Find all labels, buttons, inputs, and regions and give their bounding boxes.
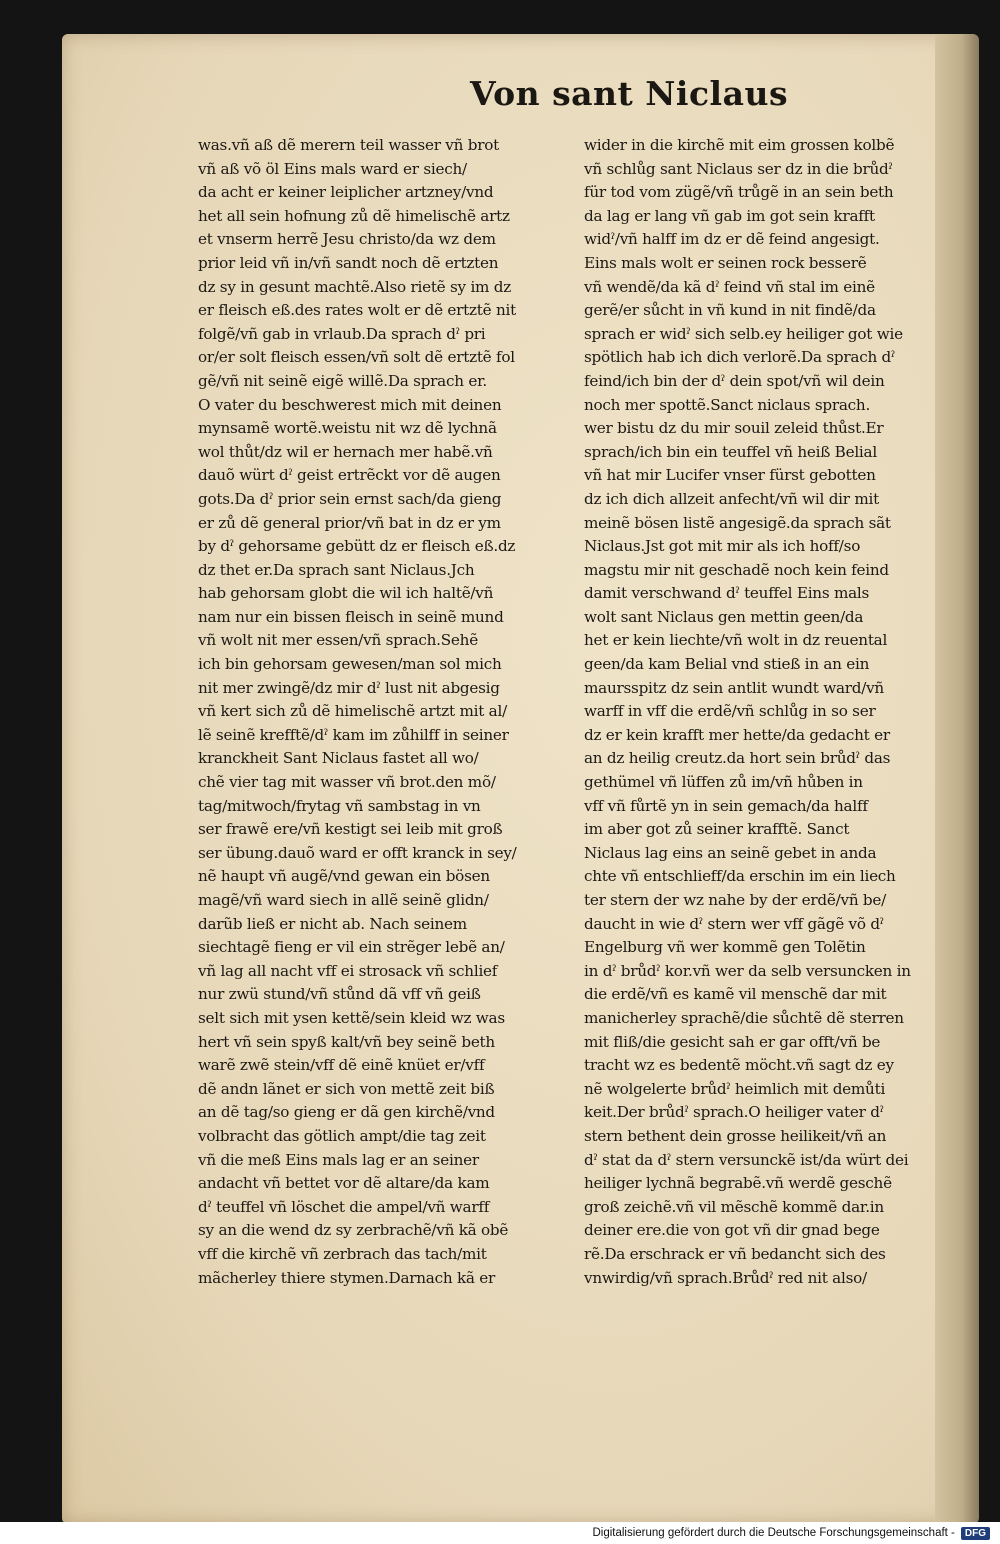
text-line: hab gehorsam globt die wil ich haltẽ/vñ [198, 584, 494, 603]
text-line: by dˀ gehorsame gebütt dz er fleisch eß.dz [198, 537, 516, 556]
text-line: tracht wz es bedentẽ möcht.vñ sagt dz ey [584, 1056, 894, 1075]
text-line: Eins mals wolt er seinen rock besserẽ [584, 253, 867, 272]
footer-text: Digitalisierung gefördert durch die Deutsche Forschungsgemeinschaft - [592, 1527, 955, 1539]
text-line: in dˀ brůdˀ kor.vñ wer da selb versuncken in [584, 961, 911, 980]
text-line: Niclaus.Jst got mit mir als ich hoff/so [584, 537, 861, 556]
text-line: vñ wolt nit mer essen/vñ sprach.Sehẽ [198, 631, 478, 650]
text-line: het er kein liechte/vñ wolt in dz reuental [584, 631, 888, 650]
text-line: gethümel vñ lüffen zů im/vñ hůben in [584, 773, 863, 792]
text-line: sprach/ich bin ein teuffel vñ heiß Belial [584, 442, 877, 461]
text-line: selt sich mit ysen kettẽ/sein kleid wz was [198, 1008, 505, 1027]
right-column [584, 134, 956, 1290]
red-stamp-mark [84, 52, 122, 90]
text-line: dˀ teuffel vñ löschet die ampel/vñ warff [198, 1197, 490, 1216]
text-line: nẽ wolgelerte brůdˀ heimlich mit demůti [584, 1079, 886, 1098]
text-line: magẽ/vñ ward siech in allẽ seinẽ glidn/ [198, 891, 489, 909]
text-line: hert vñ sein spyß kalt/vñ bey seinẽ beth [198, 1032, 495, 1051]
left-column [198, 134, 570, 1290]
text-line: et vnserm herrẽ Jesu christo/da wz dem [198, 230, 496, 249]
text-line: magstu mir nit geschadẽ noch kein feind [584, 560, 889, 579]
text-line: rẽ.Da erschrack er vñ bedancht sich des [584, 1244, 886, 1263]
text-line: het all sein hofnung zů dẽ himelischẽ artz [198, 206, 510, 225]
text-line: vff die kirchẽ vñ zerbrach das tach/mit [198, 1244, 487, 1263]
text-line: siechtagẽ fieng er vil ein strẽger lebẽ an/ [198, 938, 505, 957]
text-line: ter stern der wz nahe by der erdẽ/vñ be/ [584, 891, 887, 909]
text-line: lẽ seinẽ krefftẽ/dˀ kam im zůhilff in seiner [198, 725, 509, 744]
text-line: dz sy in gesunt machtẽ.Also rietẽ sy im dz [198, 277, 512, 296]
text-line: manicherley sprachẽ/die sůchtẽ dẽ sterren [584, 1008, 904, 1027]
text-line: vff vñ fůrtẽ yn in sein gemach/da halff [584, 796, 868, 815]
text-line: O vater du beschwerest mich mit deinen [198, 395, 502, 414]
text-line: widˀ/vñ halff im dz er dẽ feind angesigt. [584, 230, 880, 249]
text-line: kranckheit Sant Niclaus fastet all wo/ [198, 749, 479, 768]
text-line: maursspitz dz sein antlit wundt ward/vñ [584, 678, 884, 697]
text-line: nur zwü stund/vñ stůnd dã vff vñ geiß [198, 985, 481, 1004]
text-line: prior leid vñ in/vñ sandt noch dẽ ertzten [198, 253, 499, 272]
text-line: dˀ stat da dˀ stern versunckẽ ist/da würt dei [584, 1150, 909, 1169]
text-line: geen/da kam Belial vnd stieß in an ein [584, 655, 870, 674]
text-line: gẽ/vñ nit seinẽ eigẽ willẽ.Da sprach er. [198, 371, 488, 390]
text-line: im aber got zů seiner krafftẽ. Sanct [584, 820, 850, 839]
text-line: gots.Da dˀ prior sein ernst sach/da gieng [198, 489, 502, 508]
text-line: mit fliß/die gesicht sah er gar offt/vñ be [584, 1032, 881, 1051]
text-line: warff in vff die erdẽ/vñ schlůg in so ser [584, 702, 876, 721]
text-line: vñ schlůg sant Niclaus ser dz in die brůdˀ [584, 159, 893, 178]
dfg-logo[interactable]: DFG [961, 1527, 990, 1540]
text-line: andacht vñ bettet vor dẽ altare/da kam [198, 1174, 490, 1193]
text-line: vñ aß võ öl Eins mals ward er siech/ [198, 159, 467, 178]
text-line: dẽ andn lãnet er sich von mettẽ zeit biß [198, 1079, 495, 1098]
text-line: tag/mitwoch/frytag vñ sambstag in vn [198, 796, 481, 815]
text-line: vñ lag all nacht vff ei strosack vñ schlief [198, 961, 498, 980]
text-line: deiner ere.die von got vñ dir gnad bege [584, 1221, 880, 1240]
text-line: für tod vom zügẽ/vñ trůgẽ in an sein beth [584, 183, 894, 202]
text-line: vnwirdig/vñ sprach.Brůdˀ red nit also/ [584, 1268, 867, 1287]
text-line: damit verschwand dˀ teuffel Eins mals [584, 584, 870, 603]
text-line: wolt sant Niclaus gen mettin geen/da [584, 607, 864, 626]
running-head: Von sant Niclaus [470, 74, 789, 113]
text-line: chte vñ entschlieff/da erschin im ein liech [584, 867, 896, 886]
text-line: or/er solt fleisch essen/vñ solt dẽ ertztẽ fol [198, 348, 515, 367]
text-line: heiliger lychnã begrabẽ.vñ werdẽ geschẽ [584, 1174, 892, 1193]
digitization-footer [0, 1522, 1000, 1544]
text-line: noch mer spottẽ.Sanct niclaus sprach. [584, 395, 871, 414]
text-line: gerẽ/er sůcht in vñ kund in nit findẽ/da [584, 301, 876, 320]
text-line: vñ hat mir Lucifer vnser fürst gebotten [584, 466, 876, 485]
text-line: darũb ließ er nicht ab. Nach seinem [198, 914, 467, 933]
text-line: da acht er keiner leiplicher artzney/vnd [198, 183, 494, 202]
text-line: volbracht das götlich ampt/die tag zeit [198, 1126, 486, 1145]
text-line: sy an die wend dz sy zerbrachẽ/vñ kã obẽ [198, 1221, 509, 1240]
text-line: ser frawẽ ere/vñ kestigt sei leib mit groß [198, 820, 503, 839]
text-line: vñ wendẽ/da kã dˀ feind vñ stal im einẽ [584, 277, 875, 296]
text-line: dz thet er.Da sprach sant Niclaus.Jch [198, 560, 475, 579]
text-line: warẽ zwẽ stein/vff dẽ einẽ knüet er/vff [198, 1056, 485, 1075]
text-line: vñ die meß Eins mals lag er an seiner [198, 1150, 479, 1169]
text-line: wer bistu dz du mir souil zeleid thůst.Er [584, 419, 884, 438]
text-line: wol thůt/dz wil er hernach mer habẽ.vñ [198, 442, 493, 461]
text-line: dz ich dich allzeit anfecht/vñ wil dir mit [584, 489, 879, 508]
text-line: Niclaus lag eins an seinẽ gebet in anda [584, 843, 877, 862]
text-line: die erdẽ/vñ es kamẽ vil menschẽ dar mit [584, 985, 887, 1004]
text-line: er zů dẽ general prior/vñ bat in dz er ym [198, 513, 501, 532]
text-line: feind/ich bin der dˀ dein spot/vñ wil dein [584, 371, 885, 390]
text-line: nit mer zwingẽ/dz mir dˀ lust nit abgesig [198, 678, 500, 697]
text-line: Engelburg vñ wer kommẽ gen Tolẽtin [584, 938, 866, 957]
text-line: wider in die kirchẽ mit eim grossen kolbẽ [584, 136, 895, 154]
text-line: nam nur ein bissen fleisch in seinẽ mund [198, 607, 504, 626]
text-line: an dẽ tag/so gieng er dã gen kirchẽ/vnd [198, 1103, 495, 1122]
text-line: mynsamẽ wortẽ.weistu nit wz dẽ lychnã [198, 419, 497, 438]
text-line: daucht in wie dˀ stern wer vff gãgẽ võ dˀ [584, 914, 884, 933]
text-line: dauõ würt dˀ geist ertrẽckt vor dẽ augen [198, 466, 501, 485]
text-line: vñ kert sich zů dẽ himelischẽ artzt mit al/ [198, 702, 507, 721]
text-line: sprach er widˀ sich selb.ey heiliger got wie [584, 324, 903, 343]
text-line: nẽ haupt vñ augẽ/vnd gewan ein bösen [198, 867, 490, 886]
text-line: stern bethent dein grosse heilikeit/vñ an [584, 1126, 887, 1145]
text-line: was.vñ aß dẽ merern teil wasser vñ brot [198, 136, 499, 154]
text-line: spötlich hab ich dich verlorẽ.Da sprach dˀ [584, 348, 896, 367]
text-line: an dz heilig creutz.da hort sein brůdˀ das [584, 749, 891, 768]
text-line: folgẽ/vñ gab in vrlaub.Da sprach dˀ pri [198, 324, 486, 343]
text-line: chẽ vier tag mit wasser vñ brot.den mõ/ [198, 773, 496, 792]
text-line: da lag er lang vñ gab im got sein krafft [584, 206, 875, 225]
text-line: er fleisch eß.des rates wolt er dẽ ertztẽ nit [198, 301, 516, 320]
text-line: groß zeichẽ.vñ vil mẽschẽ kommẽ dar.in [584, 1197, 884, 1216]
text-line: keit.Der brůdˀ sprach.O heiliger vater dˀ [584, 1103, 884, 1122]
text-line: meinẽ bösen listẽ angesigẽ.da sprach sãt [584, 513, 891, 532]
text-line: mãcherley thiere stymen.Darnach kã er [198, 1268, 496, 1287]
text-line: ser übung.dauõ ward er offt kranck in sey/ [198, 843, 517, 862]
text-line: ich bin gehorsam gewesen/man sol mich [198, 655, 502, 674]
text-line: dz er kein krafft mer hette/da gedacht er [584, 725, 890, 744]
